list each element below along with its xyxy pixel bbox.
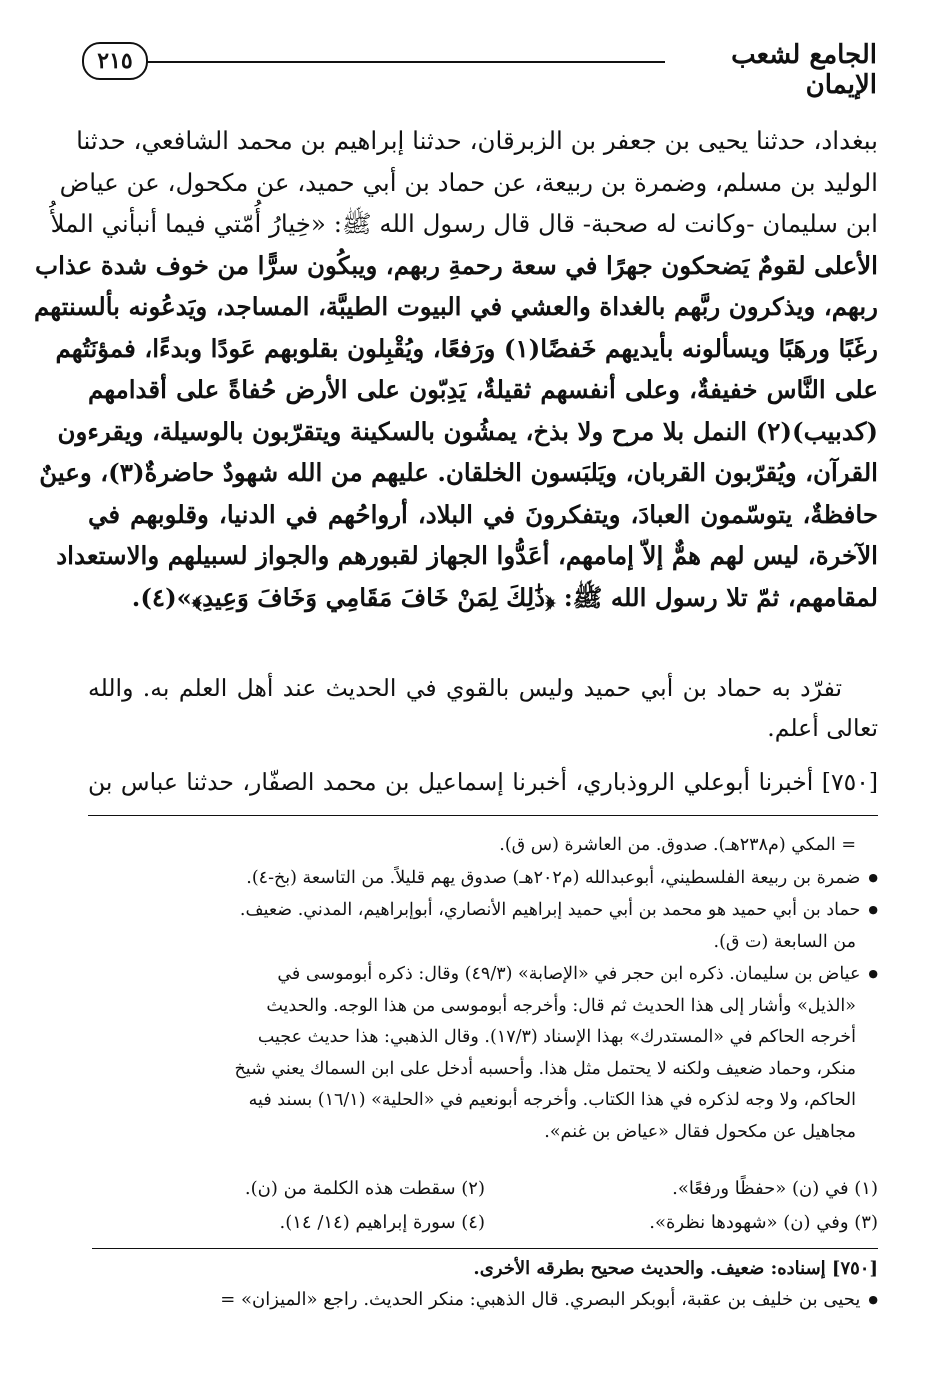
text-line: ابن سليمان -وكانت له صحبة- قال قال رسول الله ﷺ: «خِيارُ أُمّتي فيما أنبأني الملأُ bbox=[50, 209, 878, 238]
text-line: على النَّاس خفيفةٌ، وعلى أنفسهم ثقيلةٌ، يَدِبّون على الأرض حُفاةً على أقدامهم bbox=[88, 375, 878, 404]
text-line: ربهم، ويذكرون ربَّهم بالغداة والعشي في البيوت الطيبَّة، المساجد، ويَدعُونه بألسنتهم bbox=[34, 292, 878, 321]
text-line: الأعلى لقومٌ يَضحكون جهرًا في سعة رحمةِ ربهم، ويبكُون سرًّا من خوف شدة عذاب bbox=[35, 250, 878, 280]
note-1: (١) في (ن) «حفظًا ورفعًا». bbox=[672, 1178, 878, 1199]
takhrij-section bbox=[92, 1248, 878, 1315]
footnote-line: من السابعة (ت ق). bbox=[713, 931, 856, 952]
header-rule bbox=[146, 61, 665, 63]
page-header bbox=[72, 40, 877, 100]
textual-notes bbox=[92, 1172, 878, 1240]
text-line: الوليد بن مسلم، وضمرة بن ربيعة، عن حماد بن أبي حميد، عن مكحول، عن عياض bbox=[59, 167, 878, 197]
text-line: حافظةٌ، يتوسّمون العبادَ، ويتفكرونَ في البلاد، أرواحُهم في الدنيا، وقلوبهم في bbox=[88, 499, 878, 529]
footnote-item: ● حماد بن أبي حميد هو محمد بن أبي حميد إبراهيم الأنصاري، أبوإبراهيم، المدني. ضعيف. bbox=[92, 894, 878, 927]
note-3: (٣) وفي (ن) «شهودها نظرة». bbox=[649, 1212, 878, 1233]
footnote-line: الحاكم، ولا وجه لذكره في هذا الكتاب. وأخرجه أبونعيم في «الحلية» (١٦/١) بسند فيه bbox=[248, 1090, 856, 1110]
footnote-line: أخرجه الحاكم في «المستدرك» بهذا الإسناد (١٧/٣). وقال الذهبي: هذا حديث عجيب bbox=[257, 1027, 856, 1047]
hadith-text bbox=[34, 120, 878, 618]
notes-row bbox=[92, 1172, 878, 1206]
footnote-item: ● ضمرة بن ربيعة الفلسطيني، أبوعبدالله (م٢٠٢هـ) صدوق يهم قليلاً. من التاسعة (بخ-٤). bbox=[92, 862, 878, 895]
text-line: ببغداد، حدثنا يحيى بن جعفر بن الزبرقان، حدثنا إبراهيم بن محمد الشافعي، حدثنا bbox=[76, 126, 878, 155]
running-title: الجامع لشعب الإيمان bbox=[731, 40, 877, 100]
text-line: القرآن، ويُقرّبون القربان، ويَلبَسون الخلقان. عليهم من الله شهودٌ حاضرةٌ(٣)، وعينٌ bbox=[39, 458, 878, 487]
takhrij-heading: [٧٥٠] إسناده: ضعيف. والحديث صحيح بطرقه الأخرى. bbox=[473, 1258, 878, 1279]
footnote-line: منكر، وحماد ضعيف ولكنه لا يحتمل مثل هذا. وأحسبه أدخل على ابن السماك يعني شيخ bbox=[234, 1058, 856, 1079]
footnote-item: ● يحيى بن خليف بن عقبة، أبوبكر البصري. قال الذهبي: منكر الحديث. راجع «الميزان» = bbox=[92, 1284, 878, 1315]
footnote-line: مجاهيل عن مكحول فقال «عياض بن غنم». bbox=[544, 1121, 856, 1142]
remark-line: تفرّد به حماد بن أبي حميد وليس بالقوي في الحديث عند أهل العلم به. والله bbox=[88, 674, 842, 702]
notes-row bbox=[92, 1206, 878, 1240]
next-hadith-line: [٧٥٠] أخبرنا أبوعلي الروذباري، أخبرنا إسماعيل بن محمد الصفّار، حدثنا عباس بن bbox=[88, 768, 878, 796]
text-line: لمقامهم، ثمّ تلا رسول الله ﷺ: ﴿ذَٰلِكَ لِمَنْ خَافَ مَقَامِي وَخَافَ وَعِيدِ﴾»(٤). bbox=[131, 582, 878, 612]
author-remark bbox=[88, 668, 878, 748]
note-2: (٢) سقطت هذه الكلمة من (ن). bbox=[244, 1178, 485, 1199]
text-line: رغَبًا ورهَبًا ويسألونه بأيديهم خَفضًا(١) ورَفعًا، ويُقْبِلون بقلوبهم عَودًا وبدءًا، فمؤنَتُهم bbox=[55, 333, 878, 363]
footnote-line: «الذيل» وأشار إلى هذا الحديث ثم قال: وأخرجه أبوموسى من هذا الوجه. والحديث bbox=[266, 995, 856, 1016]
page-number: ٢١٥ bbox=[82, 42, 148, 80]
footnote-line: = المكي (م٢٣٨هـ). صدوق. من العاشرة (س ق). bbox=[499, 835, 856, 855]
text-line: (كدبيب)(٢) النمل بلا مرح ولا بذخ، يمشُون بالسكينة ويتقرّبون بالوسيلة، ويقرءون bbox=[57, 416, 878, 446]
footnotes-narrators bbox=[92, 830, 878, 1148]
footnote-item: ● عياض بن سليمان. ذكره ابن حجر في «الإصابة» (٤٩/٣) وقال: ذكره أبوموسى في bbox=[92, 958, 878, 991]
footnote-separator bbox=[88, 815, 878, 816]
remark-line: تعالى أعلم. bbox=[767, 714, 878, 742]
note-4: (٤) سورة إبراهيم (١٤/ ١٤). bbox=[279, 1212, 485, 1233]
text-line: الآخرة، ليس لهم همٌّ إلاّ إمامهم، أعَدُّوا الجهاز لقبورهم والجواز لسبيلهم والاستعداد bbox=[56, 541, 878, 570]
